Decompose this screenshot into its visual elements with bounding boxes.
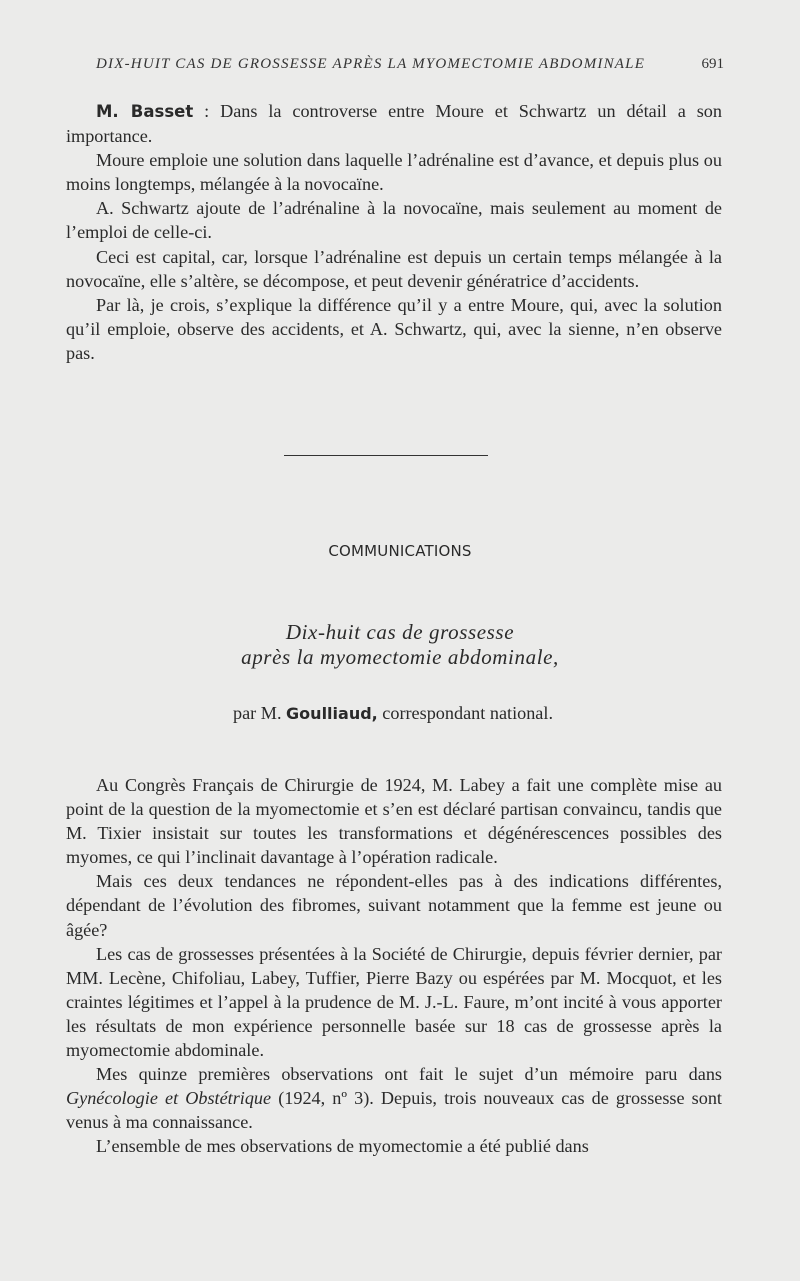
body-paragraph-2: Mais ces deux tendances ne répondent-elles pas à des indications différentes, dépendant de l’évolution des fibromes, suivant notamment que la femme est jeune ou âgée? — [66, 871, 722, 940]
article-title — [0, 620, 800, 670]
running-head-title: DIX-HUIT CAS DE GROSSESSE APRÈS LA MYOMECTOMIE ABDOMINALE — [96, 56, 646, 72]
article-title-line-2: après la myomectomie abdominale, — [241, 645, 559, 669]
byline-suffix: correspondant national. — [377, 703, 553, 723]
discussion-paragraph-3: A. Schwartz ajoute de l’adrénaline à la novocaïne, mais seulement au moment de l’emploi de celle-ci. — [66, 198, 722, 243]
body-paragraph-4-start: Mes quinze premières observations ont fait le sujet d’un mémoire paru dans — [96, 1064, 722, 1085]
byline-prefix: par M. — [233, 703, 287, 723]
article-title-line-1: Dix-huit cas de grossesse — [285, 620, 515, 644]
journal-name: Gynécologie et Obstétrique — [66, 1088, 272, 1109]
body-paragraph-1: Au Congrès Français de Chirurgie de 1924, M. Labey a fait une complète mise au point de la question de la myomectomie et s’en est déclaré partisan convaincu, tandis que M. Tixier insistait sur toutes les transformations et dégénérescences possibles des myomes, ce qui l’inclinait davantage à l’opération radicale. — [66, 775, 722, 868]
discussion-paragraph-1 — [66, 99, 722, 148]
running-head — [96, 56, 724, 73]
author-name: Goulliaud, — [286, 704, 378, 723]
body-paragraph-4-end: (1924, nº 3). Depuis, trois nouveaux cas de grossesse sont venus à ma connaissance. — [66, 1088, 722, 1133]
body-paragraph-3: Les cas de grossesses présentées à la Société de Chirurgie, depuis février dernier, par MM. Lecène, Chifoliau, Labey, Tuffier, Pierre Bazy ou espérées par M. Mocquot, et les craintes légitimes et l’appel à la prudence de M. J.-L. Faure, m’ont incité à vous apporter les résultats de mon expérience personnelle basée sur 18 cas de grossesse après la myomectomie abdominale. — [66, 943, 722, 1061]
discussion-block — [66, 99, 722, 365]
discussion-paragraph-5: Par là, je crois, s’explique la différence qu’il y a entre Moure, qui, avec la solution qu’il emploie, observe des accidents, et A. Schwartz, qui, avec la sienne, n’en observe pas. — [66, 294, 722, 363]
speaker-name: M. Basset — [96, 102, 194, 121]
body-paragraph-4 — [66, 1062, 722, 1134]
discussion-paragraph-4: Ceci est capital, car, lorsque l’adrénaline est depuis un certain temps mélangée à la novocaïne, elle s’altère, se décompose, et peut devenir génératrice d’accidents. — [66, 246, 722, 291]
article-body — [66, 773, 722, 1159]
section-divider — [284, 455, 488, 456]
discussion-paragraph-1-text: : Dans la controverse entre Moure et Schwartz un détail a son importance. — [66, 101, 722, 147]
byline — [0, 703, 786, 724]
page-number: 691 — [701, 56, 724, 72]
discussion-paragraph-2: Moure emploie une solution dans laquelle l’adrénaline est d’avance, et depuis plus ou moins longtemps, mélangée à la novocaïne. — [66, 150, 722, 195]
body-paragraph-5: L’ensemble de mes observations de myomectomie a été publié dans — [96, 1136, 589, 1157]
section-heading: COMMUNICATIONS — [328, 542, 472, 560]
